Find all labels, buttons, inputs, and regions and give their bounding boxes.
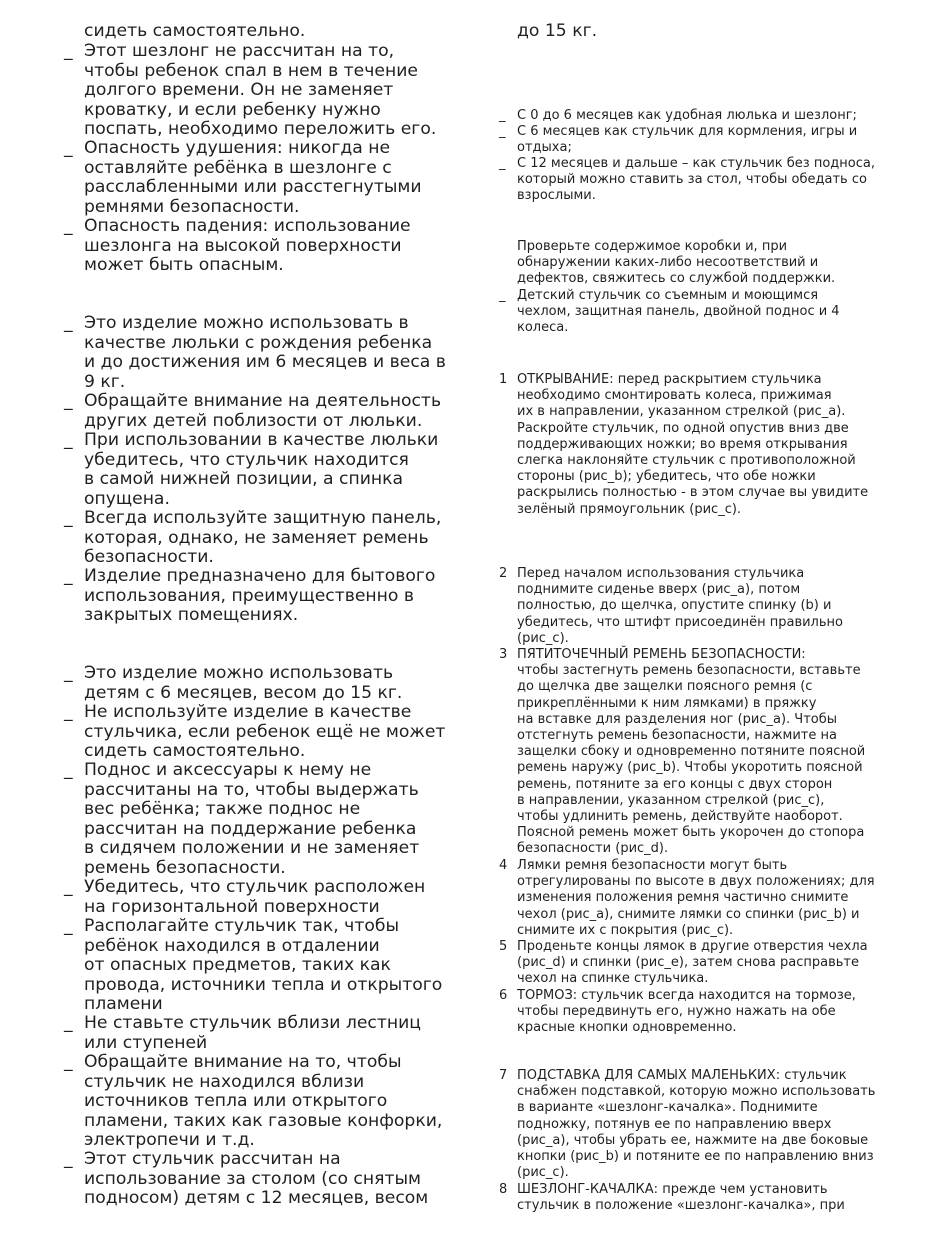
step-item [499,988,899,1037]
step-number: 7 [499,1068,508,1083]
bullet-marker: _ [64,430,73,450]
step-number: 2 [499,566,508,581]
list-item-text: Располагайте стульчик так, чтобы ребёнок находился в отдалении от опасных предметов, таких как провода, источники тепла и открытого пламени [84,916,443,1014]
bullet-marker: _ [64,916,73,936]
bullet-marker: _ [499,156,506,171]
list-item-text: При использовании в качестве люльки убедитесь, что стульчик находится в самой нижней позиции, а спинка опущена. [84,430,439,509]
bullet-marker: _ [64,41,73,61]
usage-item-text: С 6 месяцев как стульчик для кормления, игры и отдыха; [517,124,858,156]
step-text: ОТКРЫВАНИЕ: перед раскрытием стульчика необходимо смонтировать колеса, прижимая их в направлении, указанном стрелкой (рис_a). Раскройте стульчик, по одной опустив вниз две поддерживающих ножки; во время открывания слегка наклоняйте стульчик с противоположной стороны (рис_b); убедитесь, что обе ножки раскрылись полностью - в этом случае вы увидите зелёный прямоугольник (рис_c). [517,372,869,517]
list-item-text: сидеть самостоятельно. [84,21,306,41]
step-item [499,372,899,518]
step-number: 4 [499,858,508,873]
list-item-text: Убедитесь, что стульчик расположен на горизонтальной поверхности [84,877,426,917]
step-number: 6 [499,988,508,1003]
step-item [499,566,899,647]
bullet-marker: _ [499,124,506,139]
list-item [64,42,464,140]
step-item [499,939,899,988]
bullet-marker: _ [499,108,506,123]
step-number: 1 [499,372,508,387]
step-text: ШЕЗЛОНГ-КАЧАЛКА: прежде чем установить стульчик в положение «шезлонг-качалка», при [517,1182,845,1214]
step-text: ПОДСТАВКА ДЛЯ САМЫХ МАЛЕНЬКИХ: стульчик снабжен подставкой, которую можно использовать в варианте «шезлонг-качалка». Поднимите подножку, потянув ее по направлению вверх (рис_a), чтобы убрать ее, нажмите на две боковые кнопки (рис_b) и потяните ее по направлению вниз (рис_c). [517,1068,876,1181]
list-item [64,392,464,431]
bullet-marker: _ [64,1149,73,1169]
step-text: Перед началом использования стульчика поднимите сиденье вверх (рис_a), потом полностью, до щелчка, опустите спинку (b) и убедитесь, что штифт присоединён правильно (рис_c). [517,566,843,646]
bullet-marker: _ [64,566,73,586]
list-item [64,664,464,703]
step-number: 8 [499,1182,508,1197]
list-item [64,917,464,1015]
step-number: 3 [499,647,508,662]
list-item-text: Всегда используйте защитную панель, которая, однако, не заменяет ремень безопасности. [84,508,442,567]
list-item-text: Не ставьте стульчик вблизи лестниц или ступеней [84,1013,421,1053]
box-contents-item-text: Детский стульчик со съемным и моющимся чехлом, защитная панель, двойной поднос и 4 колеса. [517,288,840,336]
list-item [64,1014,464,1053]
bullet-marker: _ [64,391,73,411]
step-item [499,1182,899,1214]
box-contents-text: Проверьте содержимое коробки и, при обнаружении каких-либо несоответствий и дефектов, свяжитесь со службой поддержки. [517,239,836,287]
list-item [64,139,464,217]
list-item [64,761,464,878]
step-item [499,858,899,939]
usage-item-text: С 0 до 6 месяцев как удобная люлька и шезлонг; [517,108,857,123]
step-text: ПЯТИТОЧЕЧНЫЙ РЕМЕНЬ БЕЗОПАСНОСТИ: чтобы застегнуть ремень безопасности, вставьте до щелчка две защелки поясного ремня (с прикреплёнными к ним лямками) в пряжку на вставке для разделения ног (рис_a). Чтобы отстегнуть ремень безопасности, нажмите на защелки сбоку и одновременно потяните поясной ремень наружу (рис_b). Чтобы укоротить поясной ремень, потяните за его концы с двух сторон в направлении, указанном стрелкой (рис_c), чтобы удлинить ремень, действуйте наоборот. Поясной ремень может быть укорочен до стопора безопасности (рис_d). [517,647,866,857]
list-item [64,431,464,509]
usage-item [499,156,899,205]
continued-text: до 15 кг. [517,21,598,41]
list-item-text: Этот стульчик рассчитан на использование за столом (со снятым подносом) детям с 12 месяцев, весом [84,1149,429,1208]
bullet-marker: _ [499,288,506,303]
bullet-marker: _ [64,1013,73,1033]
step-item [499,1068,899,1181]
list-item [64,509,464,568]
list-item [64,314,464,392]
list-item [64,1053,464,1151]
list-item [64,1150,464,1209]
step-text: Лямки ремня безопасности могут быть отрегулированы по высоте в двух положениях; для изменения положения ремня частично снимите чехол (рис_a), снимите лямки со спинки (рис_b) и снимите их с покрытия (рис_c). [517,858,875,938]
step-number: 5 [499,939,508,954]
list-item [64,878,464,917]
list-item-text: Это изделие можно использовать детям с 6 месяцев, весом до 15 кг. [84,663,403,703]
list-item-text: Обращайте внимание на деятельность других детей поблизости от люльки. [84,391,442,431]
list-item-text: Опасность падения: использование шезлонга на высокой поверхности может быть опасным. [84,216,411,275]
bullet-marker: _ [64,760,73,780]
bullet-marker: _ [64,313,73,333]
usage-item-text: С 12 месяцев и дальше – как стульчик без подноса, который можно ставить за стол, чтобы обедать со взрослыми. [517,156,875,204]
list-item-text: Обращайте внимание на то, чтобы стульчик не находился вблизи источников тепла или открытого пламени, таких как газовые конфорки, электропечи и т.д. [84,1052,443,1150]
list-item-text: Не используйте изделие в качестве стульчика, если ребенок ещё не может сидеть самостоятельно. [84,702,446,761]
step-item [499,647,899,858]
box-contents-item [499,288,899,337]
bullet-marker: _ [64,138,73,158]
bullet-marker: _ [64,508,73,528]
bullet-marker: _ [64,1052,73,1072]
list-item-text: Это изделие можно использовать в качестве люльки с рождения ребенка и до достижения им 6 месяцев и веса в 9 кг. [84,313,446,392]
usage-item [499,108,899,124]
bullet-marker: _ [64,702,73,722]
list-item [64,703,464,762]
list-item [64,567,464,626]
bullet-marker: _ [64,877,73,897]
bullet-marker: _ [64,663,73,683]
list-item-text: Опасность удушения: никогда не оставляйте ребёнка в шезлонге с расслабленными или расстегнутыми ремнями безопасности. [84,138,422,217]
usage-item [499,124,899,156]
step-text: ТОРМОЗ: стульчик всегда находится на тормозе, чтобы передвинуть его, нужно нажать на обе красные кнопки одновременно. [517,988,856,1036]
bullet-marker: _ [64,216,73,236]
list-item [64,22,464,42]
list-item-text: Поднос и аксессуары к нему не рассчитаны на то, чтобы выдержать вес ребёнка; также поднос не рассчитан на поддержание ребенка в сидячем положении и не заменяет ремень безопасности. [84,760,420,878]
list-item-text: Изделие предназначено для бытового использования, преимущественно в закрытых помещениях. [84,566,436,625]
list-item-text: Этот шезлонг не рассчитан на то, чтобы ребенок спал в нем в течение долгого времени. Он не заменяет кроватку, и если ребенку нужно поспать, необходимо переложить его. [84,41,437,139]
step-text: Проденьте концы лямок в другие отверстия чехла (рис_d) и спинки (рис_e), затем снова расправьте чехол на спинке стульчика. [517,939,868,987]
list-item [64,217,464,276]
